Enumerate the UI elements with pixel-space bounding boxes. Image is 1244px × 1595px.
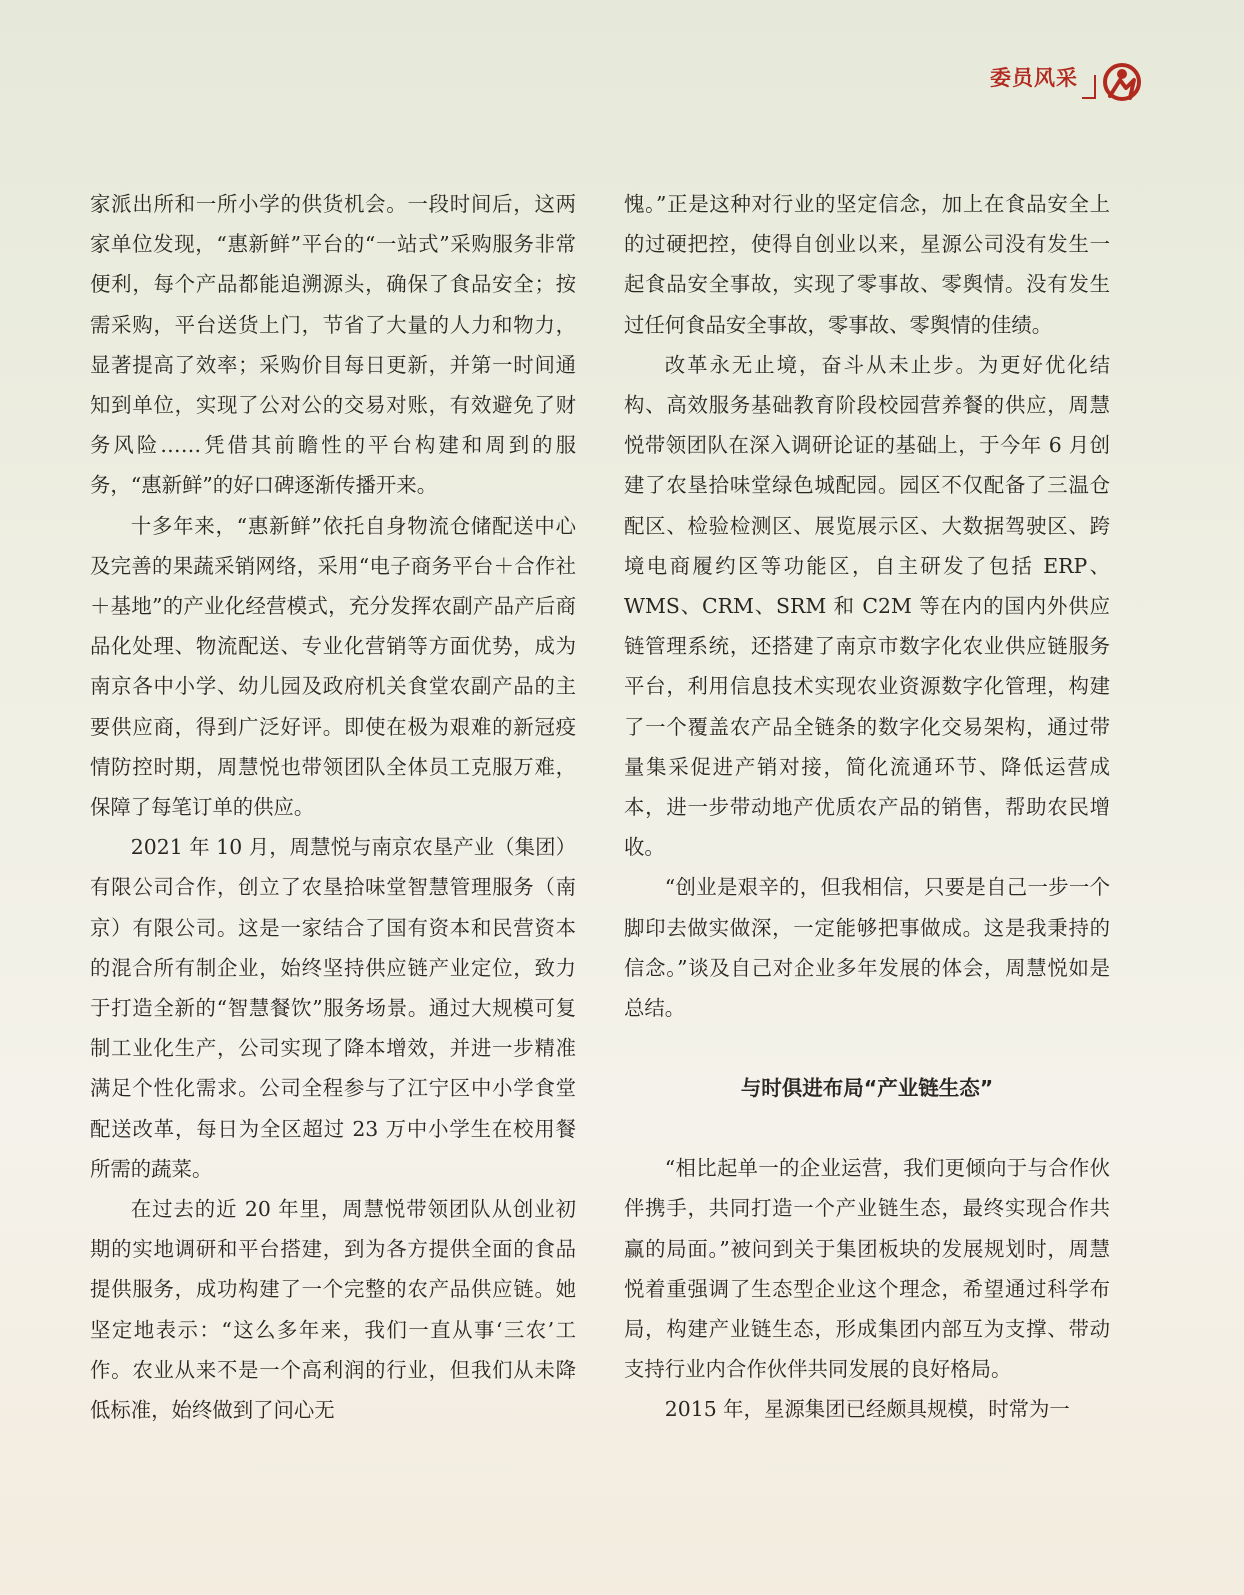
paragraph: 2021 年 10 月，周慧悦与南京农垦产业（集团）有限公司合作，创立了农垦拾味堂智慧管理服务（南京）有限公司。这是一家结合了国有资本和民营资本的混合所有制企业，始终坚持供应链产业定位，致力于打造全新的“智慧餐饮”服务场景。通过大规模可复制工业化生产，公司实现了降本增效，并进一步精准满足个性化需求。公司全程参与了江宁区中小学食堂配送改革，每日为全区超过 23 万中小学生在校用餐所需的蔬菜。 (90, 835, 576, 1181)
paragraph: 2015 年，星源集团已经颇具规模，时常为一 (664, 1397, 1070, 1422)
paragraph: “创业是艰辛的，但我相信，只要是自己一步一个脚印去做实做深，一定能够把事做成。这是我秉持的信念。”谈及自己对企业多年发展的体会，周慧悦如是总结。 (624, 875, 1110, 1021)
paragraph: “相比起单一的企业运营，我们更倾向于与合作伙伴携手，共同打造一个产业链生态，最终实现合作共赢的局面。”被问到关于集团板块的发展规划时，周慧悦着重强调了生态型企业这个理念，希望通过科学布局，构建产业链生态，形成集团内部互为支撑、带动支持行业内合作伙伴共同发展的良好格局。 (624, 1156, 1110, 1382)
paragraph: 家派出所和一所小学的供货机会。一段时间后，这两家单位发现，“惠新鲜”平台的“一站式”采购服务非常便利，每个产品都能追溯源头，确保了食品安全；按需采购，平台送货上门，节省了大量的人力和物力，显著提高了效率；采购价目每日更新，并第一时间通知到单位，实现了公对公的交易对账，有效避免了财务风险……凭借其前瞻性的平台构建和周到的服务，“惠新鲜”的好口碑逐渐传播开来。 (90, 192, 576, 498)
section-subheading: 与时俱进布局“产业链生态” (740, 1076, 994, 1101)
paragraph: 在过去的近 20 年里，周慧悦带领团队从创业初期的实地调研和平台搭建，到为各方提供全面的食品提供服务，成功构建了一个完整的农产品供应链。她坚定地表示：“这么多年来，我们一直从事‘三农’工作。农业从来不是一个高利润的行业，但我们从未降低标准，始终做到了问心无 (90, 1197, 576, 1423)
right-column (624, 184, 1110, 1430)
bracket-mark (1082, 75, 1096, 99)
page-header (990, 62, 1144, 102)
paragraph: 愧。”正是这种对行业的坚定信念，加上在食品安全上的过硬把控，使得自创业以来，星源公司没有发生一起食品安全事故，实现了零事故、零舆情。没有发生过任何食品安全事故，零事故、零舆情的佳绩。 (624, 192, 1110, 337)
paragraph: 十多年来，“惠新鲜”依托自身物流仓储配送中心及完善的果蔬采销网络，采用“电子商务平台＋合作社＋基地”的产业化经营模式，充分发挥农副产品产后商品化处理、物流配送、专业化营销等方面优势，成为南京各中小学、幼儿园及政府机关食堂农副产品的主要供应商，得到广泛好评。即使在极为艰难的新冠疫情防控时期，周慧悦也带领团队全体员工克服万难，保障了每笔订单的供应。 (90, 513, 576, 820)
committee-logo-icon (1100, 62, 1144, 102)
section-label: 委员风采 (990, 66, 1078, 90)
left-column (90, 184, 576, 1430)
paragraph: 改革永无止境，奋斗从未止步。为更好优化结构、高效服务基础教育阶段校园营养餐的供应，周慧悦带领团队在深入调研论证的基础上，于今年 6 月创建了农垦拾味堂绿色城配园。园区不仅配备了三温仓配区、检验检测区、展览展示区、大数据驾驶区、跨境电商履约区等功能区，自主研发了包括 ERP、WMS、CRM、SRM 和 C2M 等在内的国内外供应链管理系统，还搭建了南京市数字化农业供应链服务平台，利用信息技术实现农业资源数字化管理，构建了一个覆盖农产品全链条的数字化交易架构，通过带量集采促进产销对接，简化流通环节、降低运营成本，进一步带动地产优质农产品的销售，帮助农民增收。 (624, 352, 1110, 860)
